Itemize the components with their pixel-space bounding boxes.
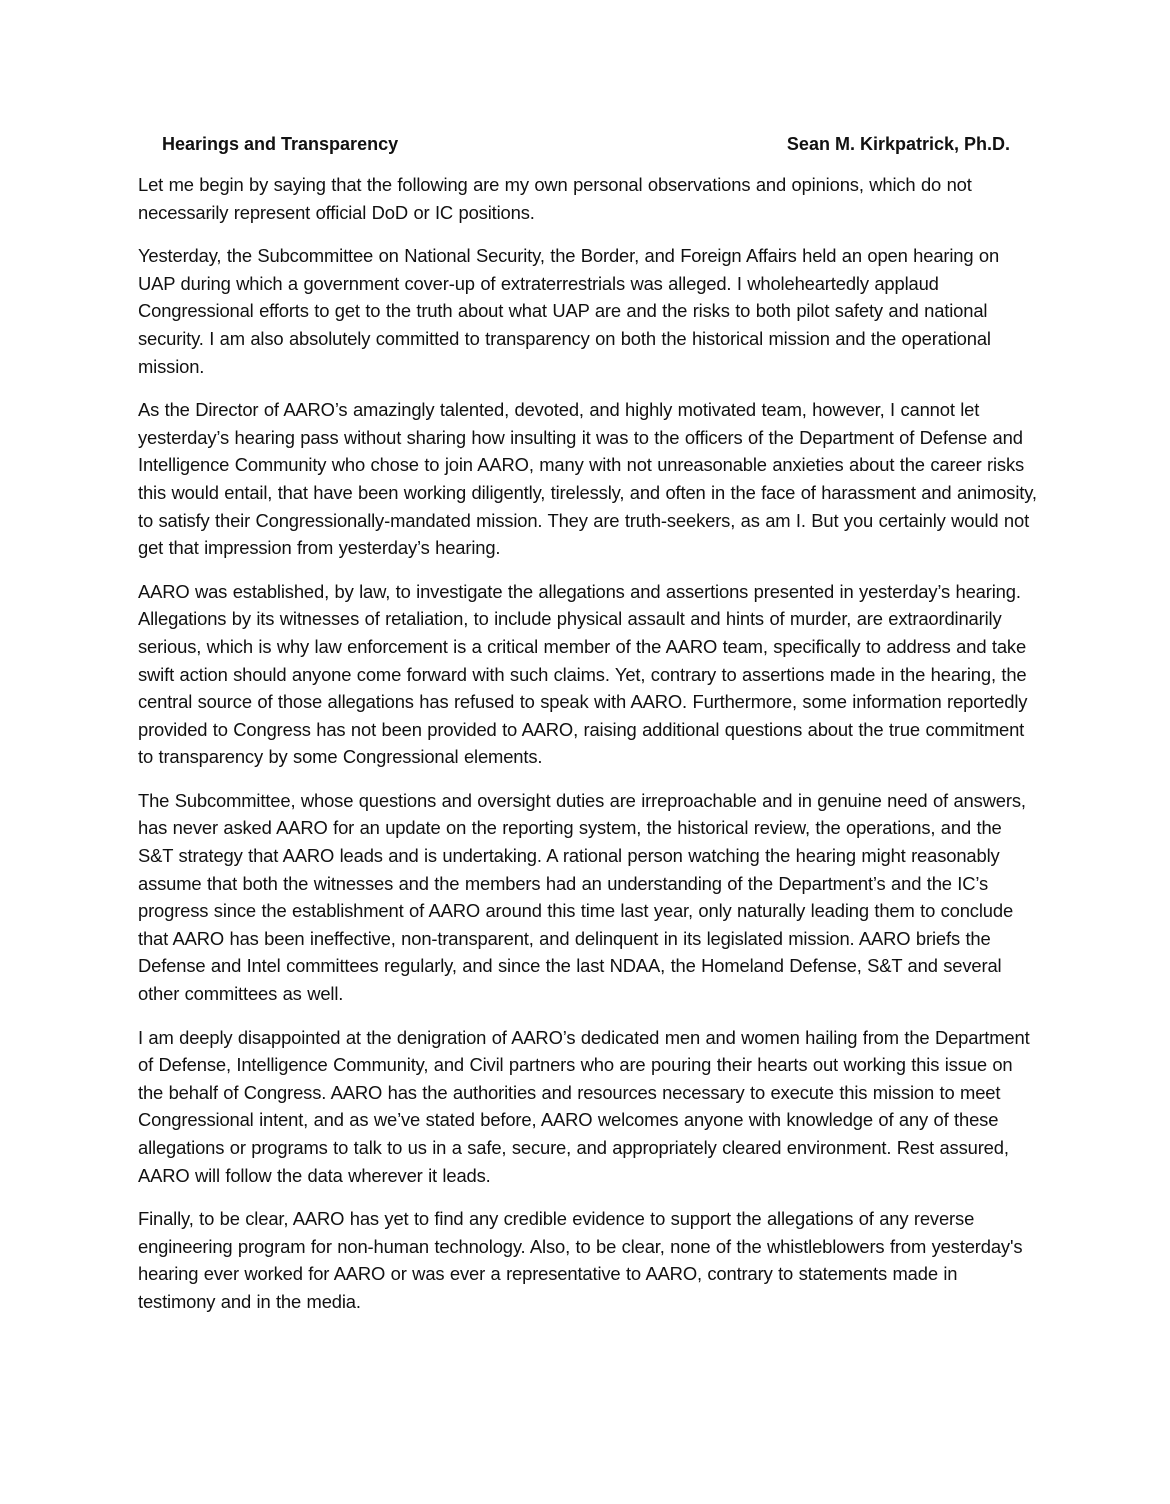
paragraph-hearing-summary: Yesterday, the Subcommittee on National Security, the Border, and Foreign Affairs held an open hearing on UAP during which a government cover-up of extraterrestrials was alleged. I wholeheartedly applaud Congressional efforts to get to the truth about what UAP are and the risks to both pilot safety and national security. I am also absolutely committed to transparency on both the historical mission and the operational mission. bbox=[138, 245, 1000, 377]
paragraph-team-defense: As the Director of AARO’s amazingly talented, devoted, and highly motivated team, however, I cannot let yesterday’s hearing pass without sharing how insulting it was to the officers of the Department of Defense and Intelligence Community who chose to join AARO, many with not unreasonable anxieties about the career risks this would entail, that have been working diligently, tirelessly, and often in the face of harassment and animosity, to satisfy their Congressionally-mandated mission. They are truth-seekers, as am I. But you certainly would not get that impression from yesterday’s hearing. bbox=[138, 399, 1037, 559]
document-header bbox=[162, 131, 1010, 157]
paragraph-subcommittee: The Subcommittee, whose questions and oversight duties are irreproachable and in genuine need of answers, has never asked AARO for an update on the reporting system, the historical review, the operations, and the S&T strategy that AARO leads and is undertaking. A rational person watching the hearing might reasonably assume that both the witnesses and the members had an understanding of the Department’s and the IC’s progress since the establishment of AARO around this time last year, only naturally leading them to conclude that AARO has been ineffective, non-transparent, and delinquent in its legislated mission. AARO briefs the Defense and Intel committees regularly, and since the last NDAA, the Homeland Defense, S&T and several other committees as well. bbox=[138, 789, 1026, 1005]
paragraph-disappointment: I am deeply disappointed at the denigration of AARO’s dedicated men and women hailing from the Department of Defense, Intelligence Community, and Civil partners who are pouring their hearts out working this issue on the behalf of Congress. AARO has the authorities and resources necessary to execute this mission to meet Congressional intent, and as we’ve stated before, AARO welcomes anyone with knowledge of any of these allegations or programs to talk to us in a safe, secure, and appropriately cleared environment. Rest assured, AARO will follow the data wherever it leads. bbox=[138, 1026, 1030, 1186]
paragraph-disclaimer: Let me begin by saying that the following are my own personal observations and opinions, which do not necessarily represent official DoD or IC positions. bbox=[138, 174, 972, 223]
document-title: Hearings and Transparency bbox=[162, 134, 399, 154]
paragraph-conclusion: Finally, to be clear, AARO has yet to find any credible evidence to support the allegations of any reverse engineering program for non-human technology. Also, to be clear, none of the whistleblowers from yesterday's hearing ever worked for AARO or was ever a representative to AARO, contrary to statements made in testimony and in the media. bbox=[138, 1208, 1023, 1312]
document-author: Sean M. Kirkpatrick, Ph.D. bbox=[786, 134, 1010, 154]
paragraph-aaro-establishment: AARO was established, by law, to investigate the allegations and assertions presented in yesterday’s hearing. Allegations by its witnesses of retaliation, to include physical assault and hints of murder, are extraordinarily serious, which is why law enforcement is a critical member of the AARO team, specifically to address and take swift action should anyone come forward with such claims. Yet, contrary to assertions made in the hearing, the central source of those allegations has refused to speak with AARO. Furthermore, some information reportedly provided to Congress has not been provided to AARO, raising additional questions about the true commitment to transparency by some Congressional elements. bbox=[138, 580, 1028, 768]
document-body bbox=[138, 171, 1038, 1332]
